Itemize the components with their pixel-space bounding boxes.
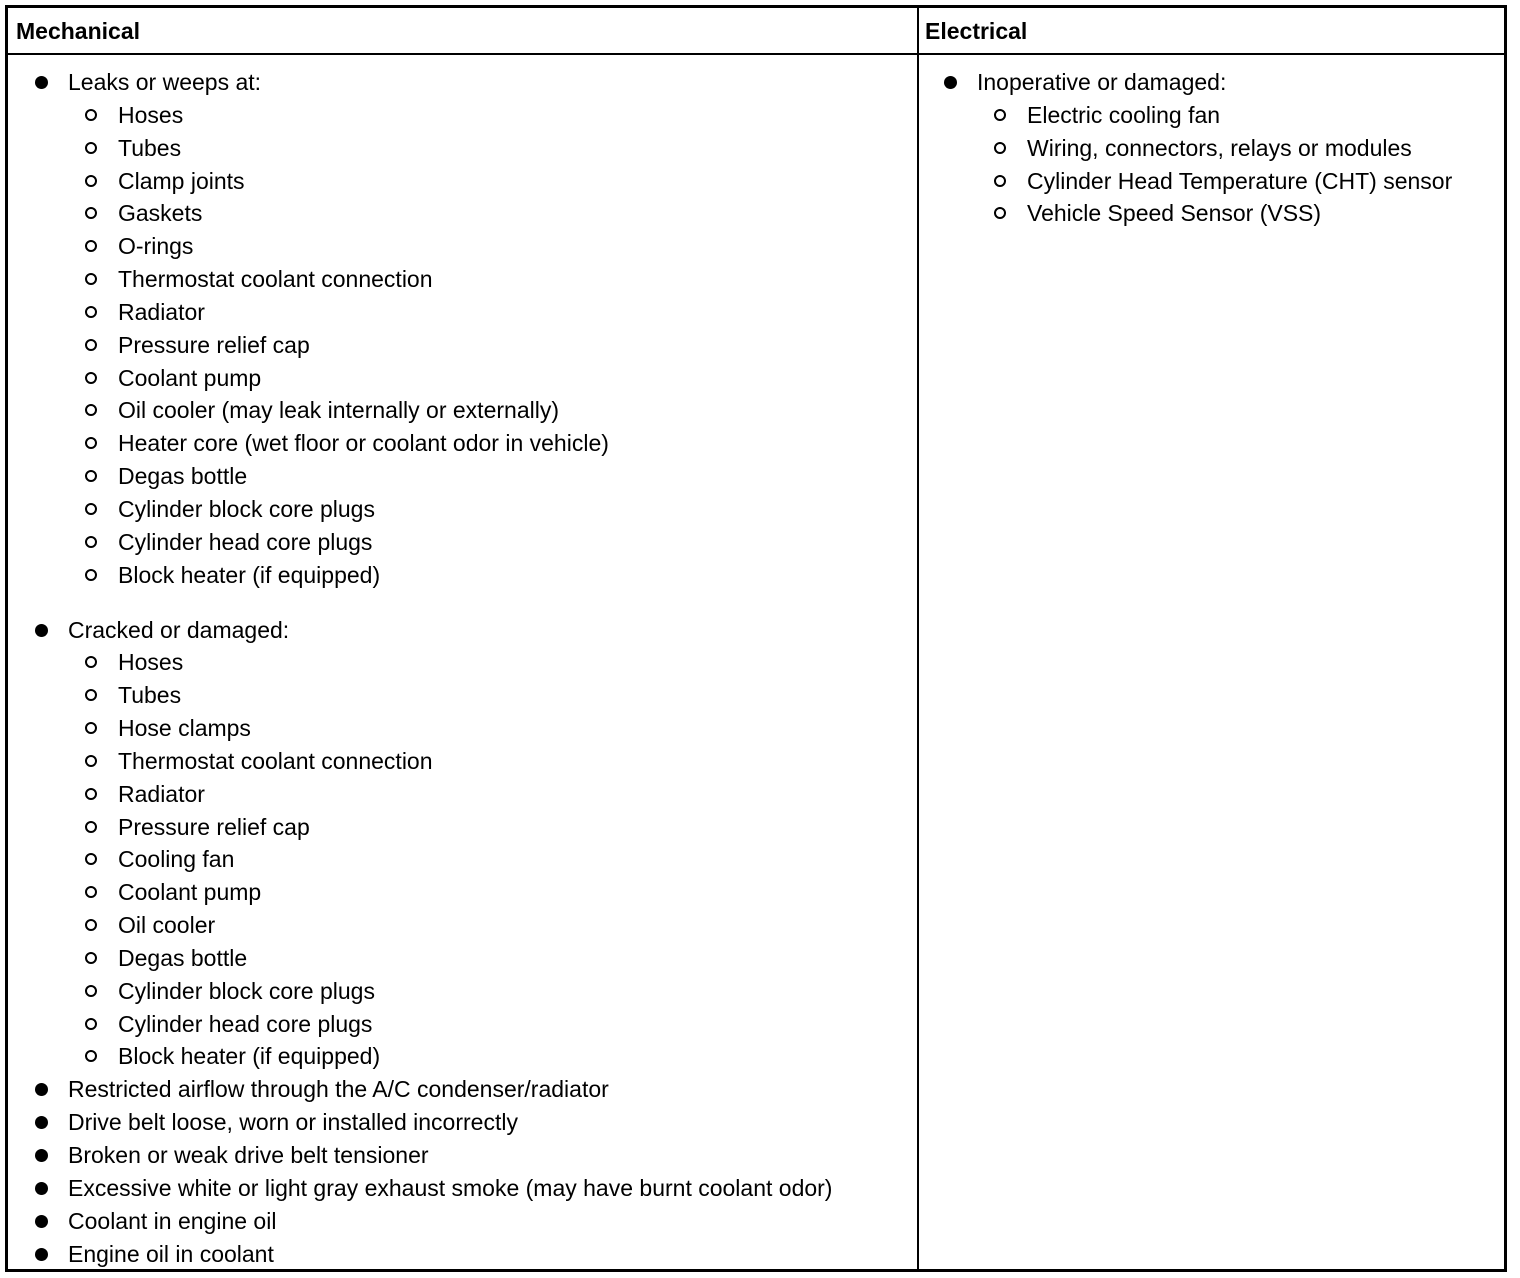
circle-bullet-icon (85, 207, 97, 219)
circle-bullet-icon (85, 569, 97, 581)
circle-bullet-icon (85, 536, 97, 548)
sub-list-item: Thermostat coolant connection (30, 263, 832, 296)
circle-bullet-icon (85, 689, 97, 701)
circle-bullet-icon (85, 470, 97, 482)
sub-list-item: Tubes (30, 679, 832, 712)
sub-list-item: Wiring, connectors, relays or modules (939, 132, 1452, 165)
mechanical-group-leaks (30, 66, 832, 592)
list-item: Drive belt loose, worn or installed incorrectly (30, 1106, 832, 1139)
sub-list-item: Hoses (30, 99, 832, 132)
electrical-group-inoperative (939, 66, 1452, 230)
sub-list-item: Vehicle Speed Sensor (VSS) (939, 197, 1452, 230)
bullet-icon (35, 76, 48, 89)
circle-bullet-icon (85, 306, 97, 318)
sub-list-item: Cylinder head core plugs (30, 526, 832, 559)
circle-bullet-icon (85, 1018, 97, 1030)
sub-list-item: Cylinder Head Temperature (CHT) sensor (939, 165, 1452, 198)
list-item: Excessive white or light gray exhaust smoke (may have burnt coolant odor) (30, 1172, 832, 1205)
bullet-icon (35, 1149, 48, 1162)
sub-list-item: Oil cooler (may leak internally or externally) (30, 394, 832, 427)
sub-list-item: Tubes (30, 132, 832, 165)
mechanical-column (30, 66, 832, 1270)
header-mechanical: Mechanical (16, 18, 140, 44)
circle-bullet-icon (85, 886, 97, 898)
circle-bullet-icon (85, 656, 97, 668)
circle-bullet-icon (85, 755, 97, 767)
symptom-table (5, 5, 1507, 1272)
column-divider (917, 8, 919, 1269)
mechanical-group-cracked (30, 614, 832, 1074)
sub-list-item: Block heater (if equipped) (30, 1040, 832, 1073)
sub-list-item: Hose clamps (30, 712, 832, 745)
circle-bullet-icon (85, 437, 97, 449)
circle-bullet-icon (85, 821, 97, 833)
circle-bullet-icon (85, 109, 97, 121)
list-item: Broken or weak drive belt tensioner (30, 1139, 832, 1172)
bullet-icon (35, 1116, 48, 1129)
sub-list-item: Coolant pump (30, 362, 832, 395)
sub-list-item: Cylinder block core plugs (30, 975, 832, 1008)
sub-list-item: Cylinder block core plugs (30, 493, 832, 526)
sub-list-item: Block heater (if equipped) (30, 559, 832, 592)
sub-list-item: Radiator (30, 296, 832, 329)
electrical-column (939, 66, 1452, 230)
circle-bullet-icon (994, 142, 1006, 154)
circle-bullet-icon (85, 722, 97, 734)
mechanical-items (30, 1073, 832, 1270)
circle-bullet-icon (85, 240, 97, 252)
header-electrical: Electrical (925, 18, 1028, 44)
sub-list-item: Cylinder head core plugs (30, 1008, 832, 1041)
list-item: Inoperative or damaged: (939, 66, 1452, 99)
sub-list-item: Degas bottle (30, 942, 832, 975)
list-item: Engine oil in coolant (30, 1238, 832, 1271)
circle-bullet-icon (85, 339, 97, 351)
circle-bullet-icon (85, 503, 97, 515)
circle-bullet-icon (85, 175, 97, 187)
circle-bullet-icon (85, 952, 97, 964)
sub-list-item: Radiator (30, 778, 832, 811)
circle-bullet-icon (85, 372, 97, 384)
sub-list-item: Hoses (30, 646, 832, 679)
sub-list-item: Oil cooler (30, 909, 832, 942)
list-item: Restricted airflow through the A/C condenser/radiator (30, 1073, 832, 1106)
circle-bullet-icon (994, 207, 1006, 219)
bullet-icon (35, 1182, 48, 1195)
circle-bullet-icon (85, 788, 97, 800)
sub-list-item: Gaskets (30, 197, 832, 230)
bullet-icon (35, 1248, 48, 1261)
circle-bullet-icon (85, 919, 97, 931)
circle-bullet-icon (994, 109, 1006, 121)
bullet-icon (35, 1215, 48, 1228)
circle-bullet-icon (85, 985, 97, 997)
circle-bullet-icon (85, 404, 97, 416)
list-item: Cracked or damaged: (30, 614, 832, 647)
list-item: Leaks or weeps at: (30, 66, 832, 99)
sub-list-item: Degas bottle (30, 460, 832, 493)
circle-bullet-icon (85, 853, 97, 865)
sub-list-item: Heater core (wet floor or coolant odor in vehicle) (30, 427, 832, 460)
bullet-icon (35, 1083, 48, 1096)
sub-list-item: Pressure relief cap (30, 811, 832, 844)
bullet-icon (35, 624, 48, 637)
sub-list-item: Electric cooling fan (939, 99, 1452, 132)
sub-list-item: Coolant pump (30, 876, 832, 909)
circle-bullet-icon (85, 273, 97, 285)
sub-list-item: Clamp joints (30, 165, 832, 198)
sub-list-item: Thermostat coolant connection (30, 745, 832, 778)
circle-bullet-icon (85, 1050, 97, 1062)
sub-list-item: Pressure relief cap (30, 329, 832, 362)
list-item: Coolant in engine oil (30, 1205, 832, 1238)
header-divider (8, 53, 1504, 55)
bullet-icon (944, 76, 957, 89)
circle-bullet-icon (994, 175, 1006, 187)
circle-bullet-icon (85, 142, 97, 154)
sub-list-item: Cooling fan (30, 843, 832, 876)
sub-list-item: O-rings (30, 230, 832, 263)
